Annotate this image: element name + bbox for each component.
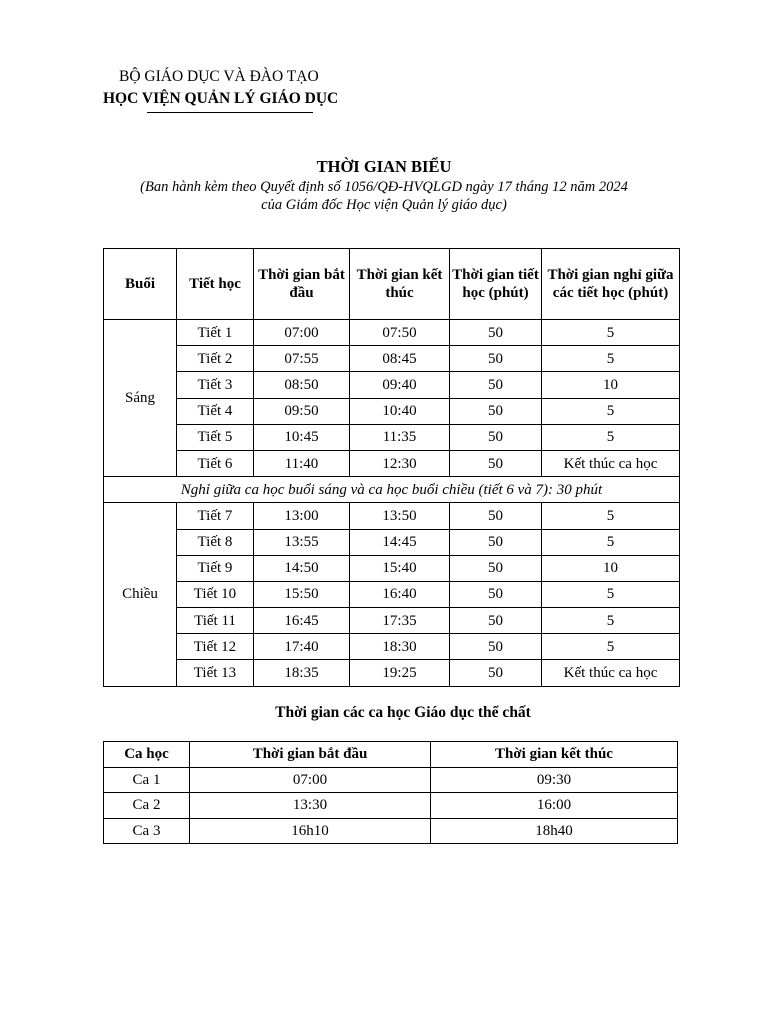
table-row [104, 581, 680, 607]
session-label: Chiều [104, 503, 177, 686]
pe-cell-end: 09:30 [431, 767, 678, 793]
pe-row [104, 818, 678, 844]
pe-cell-shift: Ca 1 [104, 767, 190, 793]
cell-duration: 50 [450, 529, 542, 555]
cell-break: 5 [542, 634, 680, 660]
cell-end: 08:45 [350, 346, 450, 372]
pe-row [104, 767, 678, 793]
pe-cell-shift: Ca 3 [104, 818, 190, 844]
cell-break: 10 [542, 555, 680, 581]
session-label: Sáng [104, 320, 177, 477]
cell-end: 11:35 [350, 424, 450, 450]
cell-end: 14:45 [350, 529, 450, 555]
cell-duration: 50 [450, 660, 542, 686]
table-row [104, 555, 680, 581]
cell-period: Tiết 11 [177, 608, 254, 634]
cell-duration: 50 [450, 372, 542, 398]
cell-period: Tiết 8 [177, 529, 254, 555]
cell-start: 17:40 [254, 634, 350, 660]
table-row [104, 372, 680, 398]
midday-break-note: Nghỉ giữa ca học buổi sáng và ca học buổi chiều (tiết 6 và 7): 30 phút [104, 477, 680, 503]
cell-break: 10 [542, 372, 680, 398]
cell-break: Kết thúc ca học [542, 660, 680, 686]
cell-start: 18:35 [254, 660, 350, 686]
cell-period: Tiết 6 [177, 450, 254, 476]
academy-name: HỌC VIỆN QUẢN LÝ GIÁO DỤC [103, 90, 339, 107]
document-title: THỜI GIAN BIỂU [316, 157, 452, 176]
cell-break: 5 [542, 581, 680, 607]
cell-break: 5 [542, 398, 680, 424]
cell-start: 10:45 [254, 424, 350, 450]
cell-duration: 50 [450, 608, 542, 634]
cell-period: Tiết 9 [177, 555, 254, 581]
cell-period: Tiết 5 [177, 424, 254, 450]
table-row [104, 320, 680, 346]
header-start-time: Thời gian bắt đầu [254, 249, 350, 320]
table-row [104, 450, 680, 476]
cell-end: 15:40 [350, 555, 450, 581]
cell-start: 14:50 [254, 555, 350, 581]
pe-cell-end: 18h40 [431, 818, 678, 844]
cell-period: Tiết 4 [177, 398, 254, 424]
cell-break: Kết thúc ca học [542, 450, 680, 476]
cell-end: 12:30 [350, 450, 450, 476]
header-end-time: Thời gian kết thúc [350, 249, 450, 320]
table-row [104, 503, 680, 529]
cell-start: 08:50 [254, 372, 350, 398]
cell-duration: 50 [450, 346, 542, 372]
table-row [104, 529, 680, 555]
table-row [104, 608, 680, 634]
cell-period: Tiết 2 [177, 346, 254, 372]
cell-duration: 50 [450, 398, 542, 424]
pe-table [103, 741, 678, 844]
cell-end: 16:40 [350, 581, 450, 607]
cell-break: 5 [542, 320, 680, 346]
header-period: Tiết học [177, 249, 254, 320]
pe-cell-end: 16:00 [431, 793, 678, 819]
cell-start: 07:00 [254, 320, 350, 346]
cell-duration: 50 [450, 503, 542, 529]
subtitle-line-2: của Giám đốc Học viện Quản lý giáo dục) [261, 197, 507, 213]
cell-break: 5 [542, 503, 680, 529]
cell-break: 5 [542, 529, 680, 555]
pe-cell-shift: Ca 2 [104, 793, 190, 819]
cell-break: 5 [542, 424, 680, 450]
subtitle-line-1: (Ban hành kèm theo Quyết định số 1056/QĐ-HVQLGD ngày 17 tháng 12 năm 2024 [140, 179, 628, 195]
ministry-name: BỘ GIÁO DỤC VÀ ĐÀO TẠO [119, 68, 319, 85]
pe-header-shift: Ca học [104, 742, 190, 768]
header-session: Buổi [104, 249, 177, 320]
cell-break: 5 [542, 608, 680, 634]
pe-cell-start: 07:00 [190, 767, 431, 793]
cell-duration: 50 [450, 320, 542, 346]
cell-period: Tiết 13 [177, 660, 254, 686]
cell-period: Tiết 7 [177, 503, 254, 529]
cell-duration: 50 [450, 581, 542, 607]
pe-header-start: Thời gian bắt đầu [190, 742, 431, 768]
document-title-block [0, 156, 768, 214]
issuing-organization [103, 66, 363, 113]
cell-start: 07:55 [254, 346, 350, 372]
table-row [104, 660, 680, 686]
pe-header-end: Thời gian kết thúc [431, 742, 678, 768]
cell-start: 13:55 [254, 529, 350, 555]
cell-end: 10:40 [350, 398, 450, 424]
table-row [104, 398, 680, 424]
header-underline [147, 112, 313, 113]
cell-start: 09:50 [254, 398, 350, 424]
midday-break-row [104, 477, 680, 503]
cell-duration: 50 [450, 424, 542, 450]
cell-end: 19:25 [350, 660, 450, 686]
cell-end: 09:40 [350, 372, 450, 398]
cell-end: 18:30 [350, 634, 450, 660]
cell-duration: 50 [450, 450, 542, 476]
pe-cell-start: 13:30 [190, 793, 431, 819]
table-row [104, 424, 680, 450]
cell-start: 15:50 [254, 581, 350, 607]
cell-end: 17:35 [350, 608, 450, 634]
pe-cell-start: 16h10 [190, 818, 431, 844]
header-duration: Thời gian tiết học (phút) [450, 249, 542, 320]
cell-duration: 50 [450, 634, 542, 660]
schedule-header-row [104, 249, 680, 320]
pe-row [104, 793, 678, 819]
cell-period: Tiết 1 [177, 320, 254, 346]
cell-start: 13:00 [254, 503, 350, 529]
pe-section-title: Thời gian các ca học Giáo dục thể chất [275, 704, 531, 721]
table-row [104, 634, 680, 660]
table-row [104, 346, 680, 372]
cell-start: 16:45 [254, 608, 350, 634]
cell-period: Tiết 12 [177, 634, 254, 660]
cell-duration: 50 [450, 555, 542, 581]
pe-header-row [104, 742, 678, 768]
header-break: Thời gian nghỉ giữa các tiết học (phút) [542, 249, 680, 320]
cell-period: Tiết 3 [177, 372, 254, 398]
cell-end: 07:50 [350, 320, 450, 346]
cell-period: Tiết 10 [177, 581, 254, 607]
cell-end: 13:50 [350, 503, 450, 529]
schedule-table [103, 248, 680, 687]
cell-start: 11:40 [254, 450, 350, 476]
cell-break: 5 [542, 346, 680, 372]
